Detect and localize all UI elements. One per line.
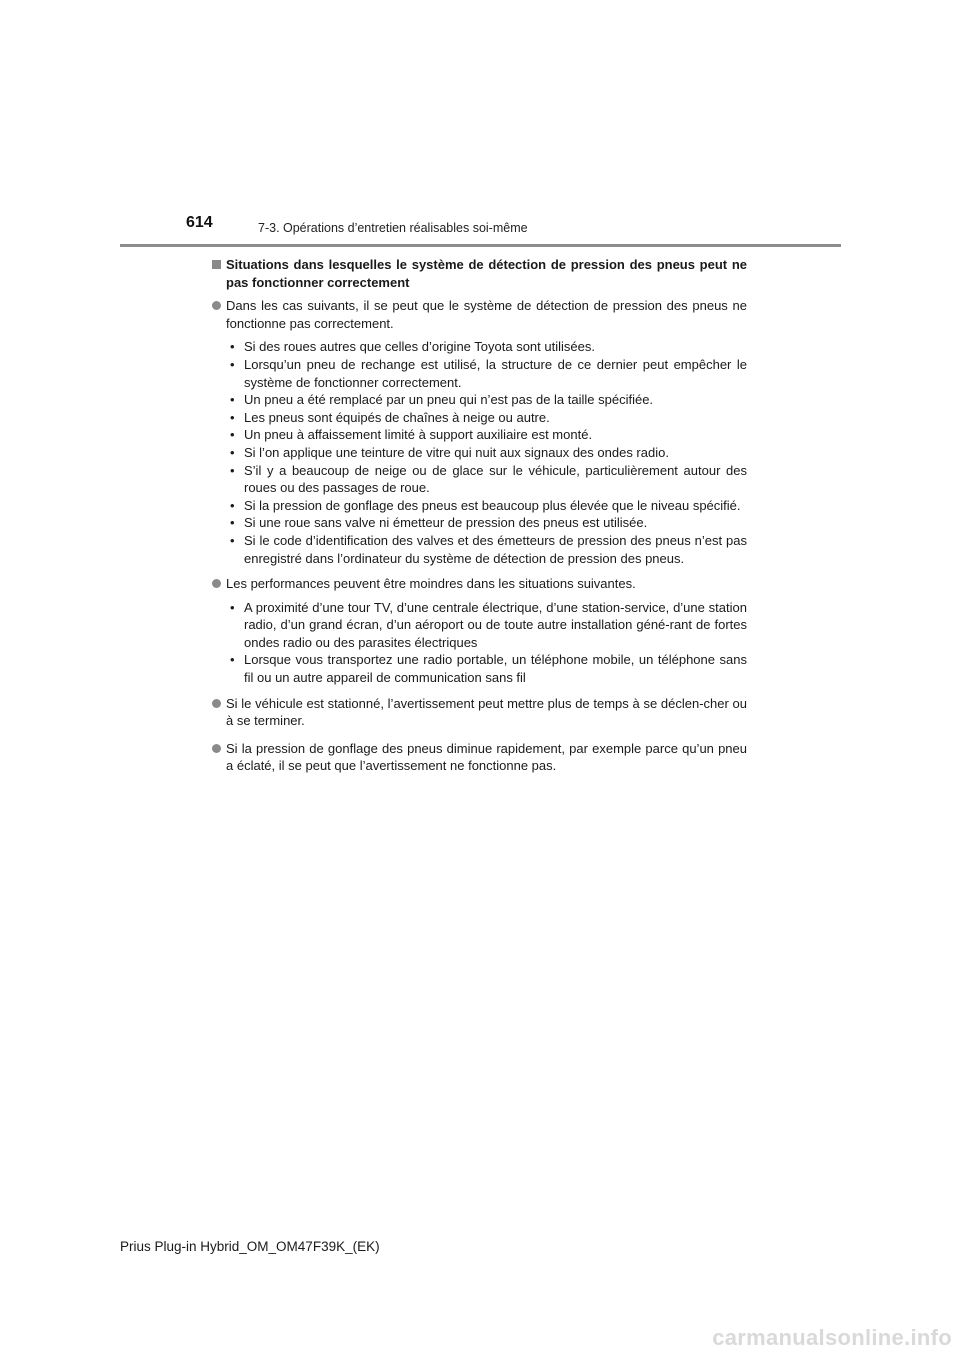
sublist-item: • Si l’on applique une teinture de vitre qui nuit aux signaux des ondes radio. — [230, 444, 747, 462]
header-rule — [120, 244, 841, 247]
list-item-text: Dans les cas suivants, il se peut que le système de détection de pression des pneus ne fonctionne pas correctement. — [226, 298, 747, 331]
list-item — [211, 297, 747, 332]
sublist-item: • Si le code d’identification des valves et des émetteurs de pression des pneus n’est pas enregistré dans l’ordinateur du système de détection de pression des pneus. — [230, 532, 747, 567]
page-number: 614 — [186, 214, 213, 231]
section-heading — [211, 256, 747, 291]
watermark: carmanualsonline.info — [712, 1325, 952, 1350]
sublist-item: • Lorsque vous transportez une radio portable, un téléphone mobile, un téléphone sans fil ou un autre appareil de communication sans fil — [230, 651, 747, 686]
list-item — [211, 695, 747, 730]
list-item-text: Si la pression de gonflage des pneus diminue rapidement, par exemple parce qu’un pneu a éclaté, il se peut que l’avertissement ne fonctionne pas. — [226, 740, 747, 774]
sublist-item: • Si la pression de gonflage des pneus est beaucoup plus élevée que le niveau spécifié. — [230, 497, 747, 515]
sublist-item: • Lorsqu’un pneu de rechange est utilisé, la structure de ce dernier peut empêcher le système de fonctionner correctement. — [230, 356, 747, 391]
sublist-item: • Si une roue sans valve ni émetteur de pression des pneus est utilisée. — [230, 514, 747, 532]
circle-bullet-icon — [212, 699, 221, 708]
sublist-item: • Les pneus sont équipés de chaînes à neige ou autre. — [230, 409, 747, 427]
sublist-item: • S’il y a beaucoup de neige ou de glace sur le véhicule, particulièrement autour des roues ou des passages de roue. — [230, 462, 747, 497]
sublist-item: • Un pneu a été remplacé par un pneu qui n’est pas de la taille spécifiée. — [230, 391, 747, 409]
list-item — [211, 575, 747, 593]
square-bullet-icon — [212, 260, 221, 269]
circle-bullet-icon — [212, 301, 221, 310]
section-header: 7-3. Opérations d’entretien réalisables soi-même — [258, 221, 528, 235]
circle-bullet-icon — [212, 744, 221, 753]
sublist — [226, 338, 747, 567]
list-item — [211, 740, 747, 775]
sublist-item: • Si des roues autres que celles d’origine Toyota sont utilisées. — [230, 338, 747, 356]
list-item-text: Les performances peuvent être moindres dans les situations suivantes. — [226, 576, 636, 592]
section-heading-text: Situations dans lesquelles le système de détection de pression des pneus peut ne pas fonctionner correctement — [226, 257, 747, 290]
list-item-text: Si le véhicule est stationné, l’avertissement peut mettre plus de temps à se déclen-cher ou à se terminer. — [226, 695, 747, 729]
content — [211, 256, 747, 781]
circle-bullet-icon — [212, 579, 221, 588]
sublist — [226, 599, 747, 687]
sublist-item: • A proximité d’une tour TV, d’une centrale électrique, d’une station-service, d’une station radio, d’un grand écran, d’un aéroport ou de toute autre installation géné-rant de fortes ondes radio ou des parasites électriques — [230, 599, 747, 652]
sublist-item: • Un pneu à affaissement limité à support auxiliaire est monté. — [230, 426, 747, 444]
footer-document-id: Prius Plug-in Hybrid_OM_OM47F39K_(EK) — [120, 1239, 380, 1254]
